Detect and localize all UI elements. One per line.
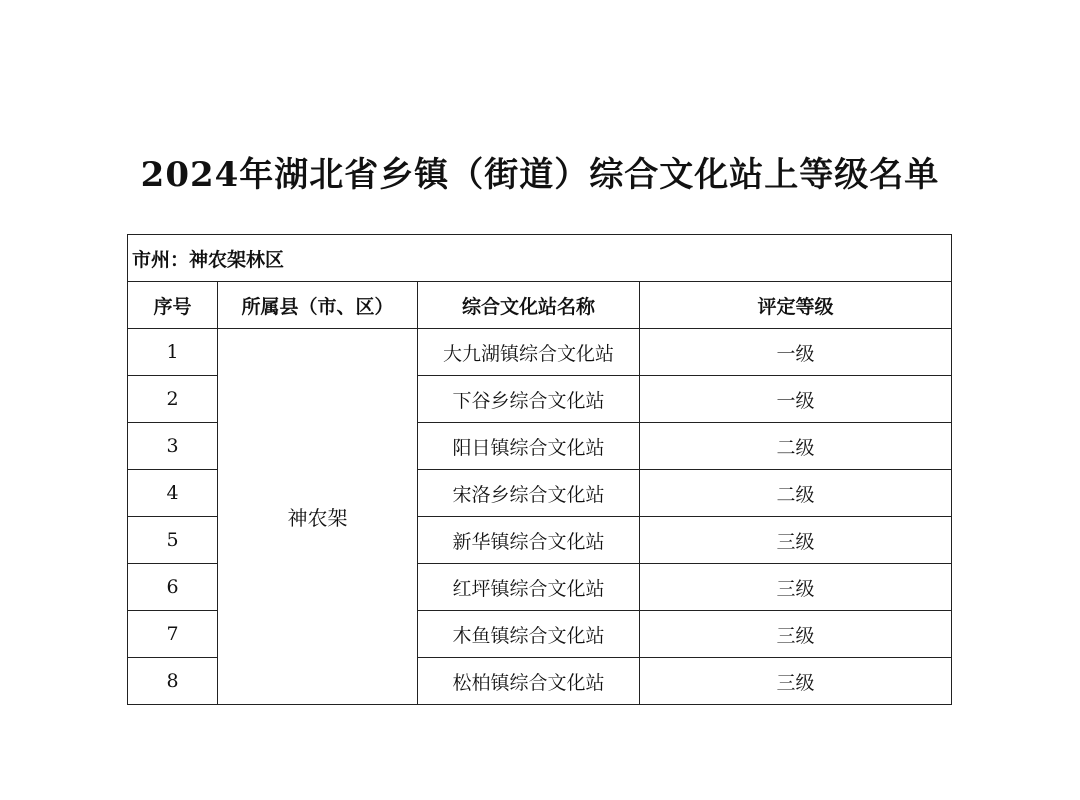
row-number: 2 [128,376,218,423]
header-grade: 评定等级 [640,282,952,329]
row-number: 3 [128,423,218,470]
grade-cell: 一级 [640,329,952,376]
grade-cell: 三级 [640,611,952,658]
header-county: 所属县（市、区） [218,282,418,329]
rating-table [127,234,952,705]
station-name: 红坪镇综合文化站 [418,564,640,611]
grade-cell: 三级 [640,658,952,705]
row-number: 1 [128,329,218,376]
grade-cell: 三级 [640,517,952,564]
station-name: 大九湖镇综合文化站 [418,329,640,376]
row-number: 8 [128,658,218,705]
city-cell [128,235,952,282]
station-name: 阳日镇综合文化站 [418,423,640,470]
header-row [128,282,952,329]
grade-cell: 一级 [640,376,952,423]
city-name: 神农架林区 [189,248,285,271]
station-name: 下谷乡综合文化站 [418,376,640,423]
city-row [128,235,952,282]
header-station: 综合文化站名称 [418,282,640,329]
grade-cell: 二级 [640,423,952,470]
station-name: 宋洛乡综合文化站 [418,470,640,517]
grade-cell: 三级 [640,564,952,611]
row-number: 4 [128,470,218,517]
station-name: 木鱼镇综合文化站 [418,611,640,658]
city-label: 市州： [132,248,190,271]
table-row [128,329,952,376]
row-number: 5 [128,517,218,564]
grade-cell: 二级 [640,470,952,517]
station-name: 新华镇综合文化站 [418,517,640,564]
county-cell: 神农架 [218,329,418,705]
page-title: 2024年湖北省乡镇（街道）综合文化站上等级名单 [140,155,940,195]
row-number: 6 [128,564,218,611]
header-no: 序号 [128,282,218,329]
station-name: 松柏镇综合文化站 [418,658,640,705]
row-number: 7 [128,611,218,658]
